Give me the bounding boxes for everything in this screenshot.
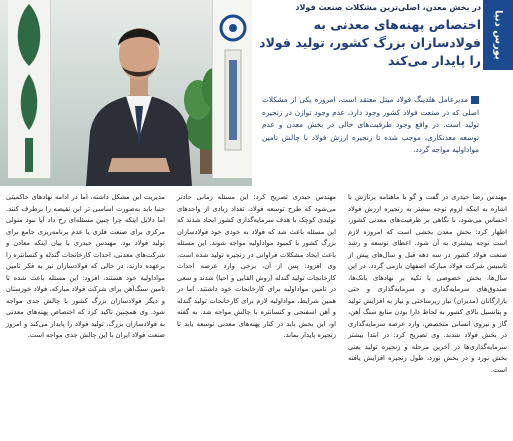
article-kicker: در بخش معدن، اصلی‌ترین مشکلات صنعت فولاد bbox=[295, 3, 481, 12]
article-header-panel bbox=[252, 0, 513, 186]
body-text-middle: مهندس حیدری تصریح کرد: این مسئله زمانی حادتر می‌شود که طرح توسعه فولاد، تعداد زیادی از واحدهای تولیدی کوچک با هدف سرمایه‌گذاری کشور ایجاد شدند که این مسئله باعث شد که فولاد به خودی خود فولادسازان بزرگ کشور با کمبود مواداولیه مواجه شوند. این مسئله باعث ایجاد مشکلات فراوانی در زنجیره تولید شده است. وی افزود: پس از آن، برخی وارد عرصه احداث کارخانجات تولید گندله (روش القایی و احیا) شدند و سعی در تامین مواداولیه برای کارخانجات خود داشتند. اما در همین شرایط، مواداولیه لازم برای کارخانجات تولید گندله و آهن اسفنجی و کنسانتره با چالش مواجه شد. به گفته او، این بخش باید در کنار پهنه‌های معدنی توسعه یابد تا زنجیره پایدار بماند. bbox=[177, 193, 336, 339]
body-column-left bbox=[0, 192, 171, 441]
article-body bbox=[0, 192, 513, 441]
article-photo bbox=[0, 0, 252, 186]
person-portrait bbox=[78, 8, 200, 186]
section-tab: بورس دنیا bbox=[483, 0, 513, 70]
body-column-middle bbox=[171, 192, 342, 441]
square-bullet-icon bbox=[471, 96, 479, 104]
article-headline: اختصاص پهنه‌های معدنی به فولادسازان بزرگ کشور، تولید فولاد را پایدار می‌کند bbox=[259, 17, 481, 68]
company-banner-left bbox=[8, 0, 51, 178]
article-lead bbox=[262, 94, 479, 157]
body-text-left: مدیریت این مشکل داشته، اما در ادامه نهادهای حاکمیتی جنبا باید به‌صورت اساسی تر این نقیصه را برطرف کنند. اما دلایل اینکه چرا چنین مسئله‌ای رخ داد آیا نبود متولی مرکزی برای صنعت فلزی یا عدم برنامه‌ریزی جامع برای تولید فولاد بود. مهندس حیدری با بیان اینکه معادن و شرکت‌های معدنی، احداث کارخانجات گندله و کنسانتره را برعهده دارند، در حالی که فولادسازان نیز به فکر تامین مواداولیه خود هستند، افزود: این مسئله باعث شده تا تامین سنگ‌آهن برای شرکت فولاد مبارکه، فولاد خوزستان و دیگر فولادسازان بزرگ کشور با چالش جدی مواجه شود. وی همچنین تاکید کرد که اختصاص پهنه‌های معدنی به فولادسازان بزرگ، تولید فولاد را پایدار می‌کند و امروز صنعت فولاد ایران با این چالش جدی مواجه است. bbox=[6, 193, 165, 339]
body-text-right: مهندس رضا حیدری در گفت و گو با ماهنامه پرتاژش با اشاره به اینکه لزوم توجه بیشتر به زنجیره ارزش فولاد احساس می‌شود، با نگاهی بر ظرفیت‌های معدنی کشور، اظهار کرد: بخش معدن بخشی است که امروزه لازم است توجه بیشتری به آن شود. اعطای توسعه و رشد صنعت فولاد کشور در سه دهه قبل و سال‌های پیش از تاسیس شرکت فولاد مبارکه اصفهان بازمی گردد. در این سال‌ها، بخش خصوصی با تکیه بر نهادهای بانک‌ها، صندوق‌های سرمایه‌گذاری و سرمایه‌گذاری و حتی بازارگانان (مدیران) نیاز زیرساختی و نیاز به افزایش تولید و پتانسیل بالای کشور به لحاظ دارا بودن منابع سنگ آهن، گاز و نیروی انسانی متخصص، وارد عرصه سرمایه‌گذاری در بخش فولاد شدند. وی تصریح کرد: در ابتدا بیشتر سرمایه‌گذاری‌ها در آخرین مرحله و زنجیره تولید یعنی بخش نورد و در بخش نورد، طول زنجیره افزایش یافته است. bbox=[348, 193, 507, 374]
company-banner-right bbox=[212, 0, 252, 178]
article-lead-text: مدیرعامل هلدینگ فولاد مبتل معتقد است، امروزه یکی از مشکلات اصلی که در صنعت فولاد کشور وجود دارد، عدم وجود توازن در زنجیره تولید است. در واقع وجود ظرفیت‌های خالی در بخش معدن و عدم توسعه معدنکاری، موجب شده تا زنجیره ارزش فولاد با چالش تامین مواداولیه مواجه گردد. bbox=[262, 95, 479, 154]
body-column-right bbox=[342, 192, 513, 441]
